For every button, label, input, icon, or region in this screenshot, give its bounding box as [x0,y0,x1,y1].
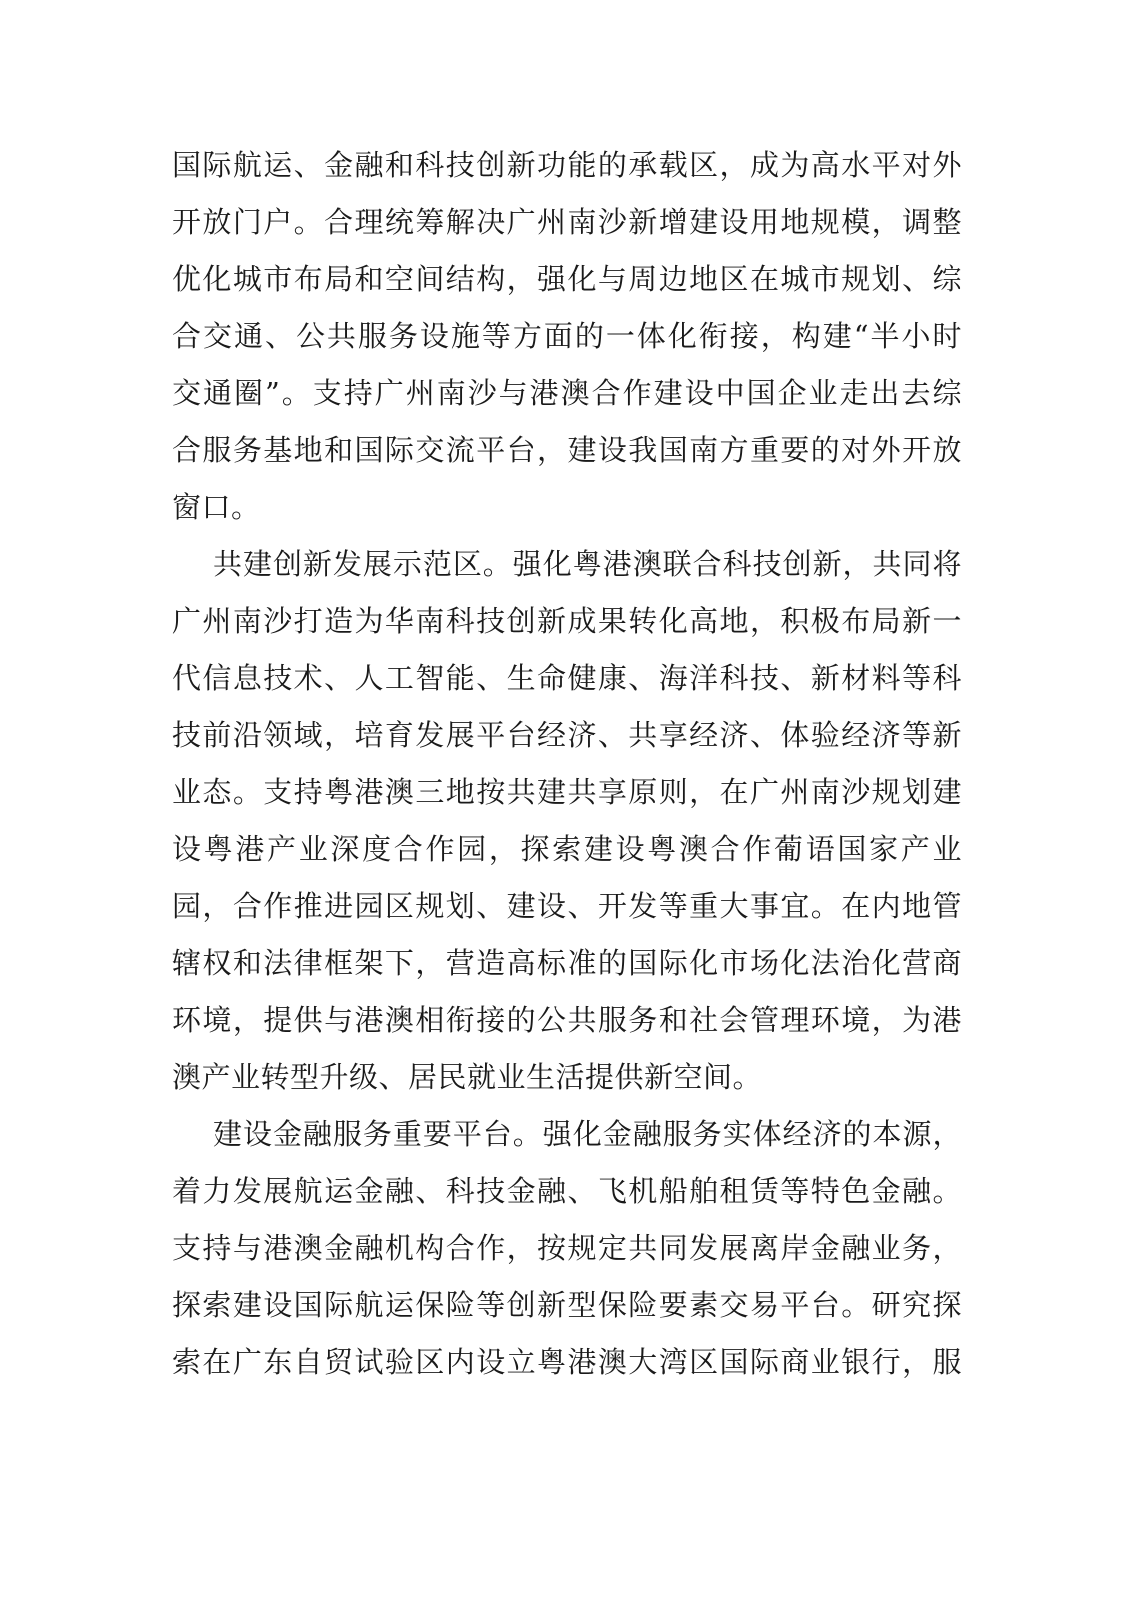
paragraph-line: 窗口。 [172,490,261,524]
paragraph-line: 索在广东自贸试验区内设立粤港澳大湾区国际商业银行，服 [172,1345,962,1379]
paragraph-line: 交通圈”。支持广州南沙与港澳合作建设中国企业走出去综 [172,376,962,410]
paragraph-2 [172,536,962,1106]
paragraph-line: 合交通、公共服务设施等方面的一体化衔接，构建“半小时 [172,319,962,353]
paragraph-line: 建设金融服务重要平台。强化金融服务实体经济的本源， [213,1117,962,1151]
paragraph-line: 支持与港澳金融机构合作，按规定共同发展离岸金融业务， [172,1231,962,1265]
paragraph-line: 国际航运、金融和科技创新功能的承载区，成为高水平对外 [172,148,962,182]
paragraph-line: 合服务基地和国际交流平台，建设我国南方重要的对外开放 [172,433,962,467]
paragraph-line: 园，合作推进园区规划、建设、开发等重大事宜。在内地管 [172,889,962,923]
paragraph-line: 探索建设国际航运保险等创新型保险要素交易平台。研究探 [172,1288,962,1322]
paragraph-line: 广州南沙打造为华南科技创新成果转化高地，积极布局新一 [172,604,962,638]
paragraph-3 [172,1106,962,1391]
paragraph-line: 环境，提供与港澳相衔接的公共服务和社会管理环境，为港 [172,1003,962,1037]
paragraph-line: 优化城市布局和空间结构，强化与周边地区在城市规划、综 [172,262,962,296]
paragraph-line: 着力发展航运金融、科技金融、飞机船舶租赁等特色金融。 [172,1174,962,1208]
paragraph-line: 技前沿领域，培育发展平台经济、共享经济、体验经济等新 [172,718,962,752]
paragraph-line: 澳产业转型升级、居民就业生活提供新空间。 [172,1060,763,1094]
paragraph-line: 共建创新发展示范区。强化粤港澳联合科技创新，共同将 [213,547,962,581]
document-body [172,137,962,1391]
paragraph-1 [172,137,962,536]
paragraph-line: 代信息技术、人工智能、生命健康、海洋科技、新材料等科 [172,661,962,695]
paragraph-line: 业态。支持粤港澳三地按共建共享原则，在广州南沙规划建 [172,775,962,809]
paragraph-line: 设粤港产业深度合作园，探索建设粤澳合作葡语国家产业 [172,832,962,866]
paragraph-line: 辖权和法律框架下，营造高标准的国际化市场化法治化营商 [172,946,962,980]
paragraph-line: 开放门户。合理统筹解决广州南沙新增建设用地规模，调整 [172,205,962,239]
